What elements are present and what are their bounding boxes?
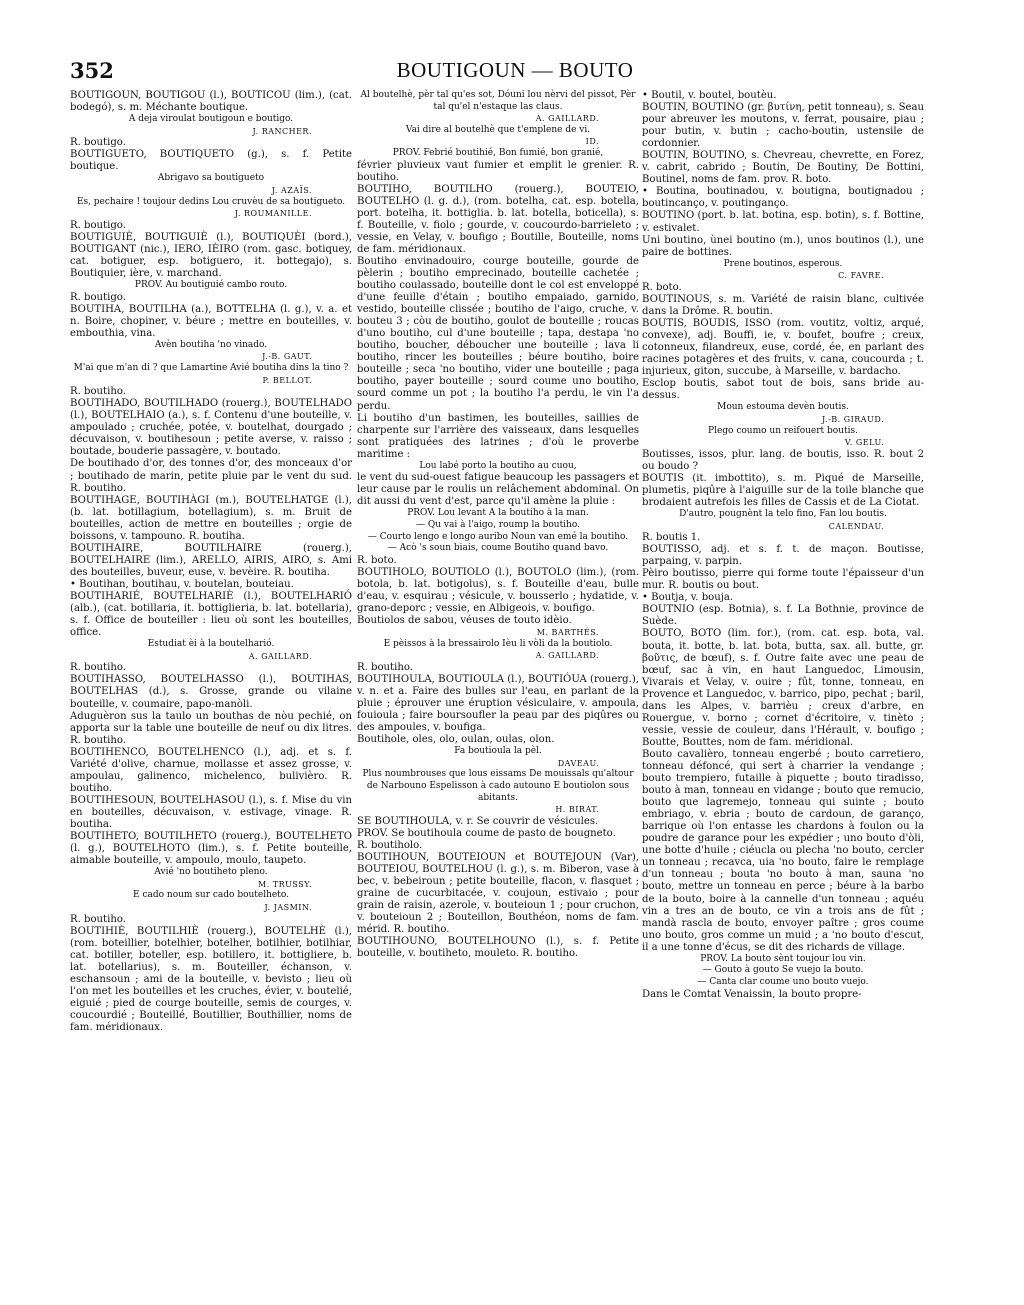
entry-paragraph: BOUTIHAGE, BOUTIHÀGI (m.), BOUTELHATGE (l.), (b. lat. botillagium, botellagium), s. m. Bruit de bouteilles, action de mettre en bouteilles ; orgie de boissons, v. tampouno. R. boutiha. <box>70 494 352 542</box>
entry-paragraph: le vent du sud-ouest fatigue beaucoup les passagers et leur cause par le roulis un relâchement abdominal. On dit aussi du vent d'est, parce qu'il amène la pluie : <box>357 472 639 508</box>
entry-paragraph: R. boutigo. <box>70 291 126 303</box>
quotation: — Gouto à gouto Se vuejo la bouto. <box>702 965 864 976</box>
proverb: PROV. Febrié boutihié, Bon fumié, bon granié, <box>392 147 604 158</box>
running-head: BOUTIGOUN — BOUTO <box>396 58 634 82</box>
entry-paragraph: BOUTIHENCO, BOUTELHENCO (l.), adj. et s. f. Variété d'olive, charnue, mollasse et assez grosse, v. ampoulau, galinenco, michelenco, bulivièro. R. boutiho. <box>70 746 352 794</box>
entry-paragraph: BOUTIS (it. imbottito), s. m. Piqué de Marseille, plumetis, piqûre à l'aiguille sur de la toile blanche que brodaient autrefois les filles de Cassis et de La Ciotat. <box>642 472 924 508</box>
quotation: E pèissos à la bressairolo Ièu li vòli da la boutiolo. <box>383 638 613 649</box>
page-header <box>70 58 960 88</box>
quotation: — Canta clar coume uno bouto vuejo. <box>697 976 869 987</box>
entry-paragraph: BOUTIHAIRE, BOUTILHAIRE (rouerg.), BOUTELHAIRE (lim.), ARELLO, AIRIS, AIRO, s. Ami des bouteilles, buveur, euse, v. bevèire. R. boutiha. <box>70 542 352 578</box>
entry-paragraph: BOUTIN, BOUTINO (gr. βυτίνη, petit tonneau), s. Seau pour abreuver les moutons, v. ferrat, pousaire, piau ; pour butin, v. butin ; cacho-boutin, ustensile de cordonnier. <box>642 102 924 150</box>
entry-paragraph: Esclop boutis, sabot tout de bois, sans bride au-dessus. <box>642 378 924 402</box>
entry-paragraph: BOUTIGUIÈ, BOUTIGUIÈ (l.), BOUTIQUÈI (bord.), BOUTIGANT (nic.), IERO, IÈIRO (rom. gasc. botiquey, cat. botiguer, esp. botiguero, it. bottegajo), s. Boutiquier, ière, v. marchand. <box>70 231 352 279</box>
quotation: A deja viroulat boutigoun e boutigo. <box>128 114 294 125</box>
entry-paragraph: PROV. Se boutihoula coume de pasto de bougneto. <box>357 827 616 839</box>
quotation: Plus noumbrouses que lous eissams De mouissals qu'altour de Narbouno Espelisson à cado autouno E boutiolon sous abitants. <box>362 769 634 803</box>
entry-paragraph: Boutihole, oles, olo, oulan, oulas, olon. <box>357 734 555 746</box>
column-left <box>70 90 352 1034</box>
citation-author: H. BIRAT. <box>555 805 599 815</box>
entry-paragraph: BOUTIHESOUN, BOUTELHASOU (l.), s. f. Mise du vin en bouteilles, décuvaison, v. estivage, vinage. R. boutiha. <box>70 794 352 830</box>
citation-author: V. GELU. <box>844 438 884 448</box>
quotation: Avié 'no boutiheto pleno. <box>154 867 268 878</box>
proverb: PROV. La bouto sènt toujour lou vin. <box>700 953 866 964</box>
entry-paragraph: • Boutina, boutinadou, v. boutigna, boutignadou ; boutincanço, v. poutinganço. <box>642 186 924 210</box>
entry-paragraph: Boutiho envinadouiro, courge bouteille, gourde de pèlerin ; boutiho emprecinado, bouteille cachetée ; boutiho coulassado, bouteille dont le col est enveloppé d'une feuille d'étain ; boutiho empaiado, garnido, vestido, bouteille clissée ; boutiho de l'aigo, cruche, v. bouteu 3 ; còu de boutiho, goulot de bouteille ; roucas d'uno boutiho, cul d'une bouteille ; tapa, destapa 'no boutiho, boucher, déboucher une bouteille ; lava li boutiho, rincer les bouteilles ; béure boutiho, boire bouteille ; seca 'no boutiho, vider une bouteille ; paga boutiho, payer bouteille ; sourd coume uno boutiho, sourd comme un pot ; la boutiho l'a perdu, le vin l'a perdu. <box>357 255 639 412</box>
entry-paragraph: Boutiolos de sabou, véuses de touto idèio. <box>357 615 572 627</box>
page-number: 352 <box>70 58 114 83</box>
quotation: Fa boutioula la pèl. <box>454 746 542 757</box>
entry-paragraph: BOUTIHARIÉ, BOUTELHARIÈ (l.), BOUTELHARIÓ (alb.), (cat. botillaria, it. bottiglieria, b. lat. botellaria), s. f. Office de bouteiller : lieu où sont les bouteilles, office. <box>70 590 352 639</box>
citation-author: J. JASMIN. <box>264 902 312 912</box>
entry-paragraph: R. boto. <box>357 554 397 566</box>
entry-paragraph: février pluvieux vaut fumier et emplit le grenier. R. boutiho. <box>357 159 639 183</box>
citation-author: J. AZAÏS. <box>271 186 312 196</box>
entry-paragraph: Li boutiho d'un bastimen, les bouteilles, saillies de charpente sur l'arrière des vaisseaux, dans lesquelles sont pratiquées des latrines ; d'où le proverbe maritime : <box>357 412 639 460</box>
entry-paragraph: BOUTIHOULA, BOUTIOULA (l.), BOUTIÓUA (rouerg.), v. n. et a. Faire des bulles sur l'eau, en parlant de la pluie ; éprouver une éruption vésiculaire, v. ampoula, fouioula ; faire boursoufler la peau par des piqûres ou des ampoules, v. boufiga. <box>357 673 639 734</box>
citation-author: J.-B. GAUT. <box>262 352 312 362</box>
entry-paragraph: R. boutiholo. <box>357 839 423 851</box>
citation-author: P. BELLOT. <box>262 375 312 385</box>
entry-paragraph: BOUTIHOUNO, BOUTELHOUNO (l.), s. f. Petite bouteille, v. boutiheto, mouleto. R. boutiho. <box>357 936 639 960</box>
quotation: E cado noum sur cado boutelheto. <box>133 890 289 901</box>
entry-paragraph: Uni boutino, ùnei boutino (m.), unos boutinos (l.), une paire de bottines. <box>642 234 924 258</box>
quotation: Al boutelhè, pèr tal qu'es sot, Dóuni lou nèrvi del pissot, Pèr tal qu'el n'estaque las claus. <box>360 90 636 112</box>
entry-paragraph: BOUTIN, BOUTINO, s. Chevreau, chevrette, en Forez, v. cabrit, cabrido ; Boutin, De Boutiny, De Bottini, Boutinel, noms de fam. prov. R. boto. <box>642 150 924 186</box>
entry-paragraph: R. boutis 1. <box>642 532 701 544</box>
entry-paragraph: R. boutigo. <box>70 137 126 149</box>
citation-author: DAVEAU. <box>557 758 599 768</box>
citation-author: C. FAVRE. <box>838 271 884 281</box>
entry-paragraph: • Boutil, v. boutel, boutèu. <box>642 90 777 101</box>
quotation: — Courto lengo e longo auribo Noun van emé la boutiho. <box>367 531 629 542</box>
quotation: Estudiat èi à la boutelharió. <box>147 639 275 650</box>
entry-paragraph: BOUTIHOUN, BOUTEIOUN et BOUTEJOUN (Var), BOUTEIOU, BOUTELHOU (l. g.), s. m. Biberon, vase à bec, v. bebeiroun ; petite bouteille, flacon, v. flasquet ; graine de cucurbitacée, v. coujoun, estivaio ; pour grain de raisin, azerole, v. bouteioun 1 ; pour cruchon, v. bouteioun 2 ; Bouteillon, Bouthéon, noms de fam. mérid. R. boutiho. <box>357 851 639 936</box>
entry-paragraph: De boutihado d'or, des tonnes d'or, des monceaux d'or ; boutihado de marin, petite pluie par le vent du sud. R. boutiho. <box>70 458 352 494</box>
quotation: Prene boutinos, esperous. <box>723 258 843 269</box>
proverb: PROV. Au boutiguié cambo routo. <box>134 280 288 291</box>
entry-paragraph: BOUTIHETO, BOUTILHETO (rouerg.), BOUTELHETO (l. g.), BOUTELHOTO (lim.), s. f. Petite bouteille, aimable bouteille, v. ampoulo, moulo, taupeto. <box>70 831 352 867</box>
entry-paragraph: R. boto. <box>642 281 682 293</box>
quotation: — Acò 's soun biais, coume Boutiho quand bavo. <box>387 543 609 554</box>
citation-author: J. RANCHER. <box>252 126 312 136</box>
entry-paragraph: • Boutihan, boutihau, v. boutelan, bouteiau. <box>70 578 294 590</box>
entry-paragraph: BOUTIGUETO, BOUTIQUETO (g.), s. f. Petite boutique. <box>70 149 352 173</box>
entry-paragraph: R. boutiho. <box>70 386 126 398</box>
entry-paragraph: BOUTNIO (esp. Botnia), s. f. La Bothnie, province de Suède. <box>642 604 924 628</box>
proverb: PROV. Lou levant A la boutiho à la man. <box>407 508 589 519</box>
entry-paragraph: BOUTINOUS, s. m. Variété de raisin blanc, cultivée dans la Drôme. R. boutin. <box>642 293 924 317</box>
entry-paragraph: Aduguèron sus la taulo un bouthas de nòu pechié, on apporta sur la table une bouteille de neuf ou dix litres. R. boutiho. <box>70 710 352 746</box>
quotation: Avèn boutiha 'no vinado. <box>154 339 268 350</box>
quotation: — Qu vai à l'aigo, roump la boutiho. <box>416 520 580 531</box>
citation-author: A. GAILLARD. <box>248 651 312 661</box>
quotation: Moun estouma devèn boutis. <box>717 402 849 413</box>
entry-paragraph: BOUTISSO, adj. et s. f. t. de maçon. Boutisse, parpaing, v. parpin. <box>642 544 924 568</box>
citation-author: M. BARTHÉS. <box>536 628 599 638</box>
entry-paragraph: BOUTIHO, BOUTILHO (rouerg.), BOUTEIO, BOUTELHO (l. g. d.), (rom. botelha, cat. esp. botella, port. botelha, it. bottiglia. b. lat. botella, boticella), s. f. Bouteille, v. fiolo ; gourde, v. coucourdo-barrieleto ; vessie, en Velay, v. boufigo ; Boutille, Bouteille, noms de fam. méridionaux. <box>357 183 639 255</box>
entry-paragraph: BOUTINO (port. b. lat. botina, esp. botin), s. f. Bottine, v. estivalet. <box>642 210 924 234</box>
column-middle <box>357 90 639 960</box>
citation-author: A. GAILLARD. <box>535 114 599 124</box>
quotation: M'ai que m'an di ? que Lamartine Avié boutiha dins la tino ? <box>73 363 349 373</box>
citation-author: M. TRUSSY. <box>258 879 312 889</box>
entry-paragraph: BOUTIHOLO, BOUTIOLO (l.), BOUTOLO (lim.), (rom. botola, b. lat. botigolus), s. f. Bouteille d'eau, bulle d'eau, v. esquirau ; vésicule, v. bousserlo ; hydatide, v. grano-deporc ; vessie, en Albigeois, v. boufigo. <box>357 566 639 615</box>
entry-paragraph: • Boutja, v. bouja. <box>642 592 734 604</box>
entry-paragraph: BOUTIHIÈ, BOUTILHIÈ (rouerg.), BOUTELHÈ (l.), (rom. boteillier, botelhier, botelher, botilhier, botilhiar, cat. botiller, boteller, esp. botillero, it. bottigliere, b. lat. botellarius), s. m. Bouteiller, échanson, v. eschansoun ; ami de la bouteille, v. bevisto ; lieu où l'on met les bouteilles et les cruches, évier, v. boutelié, eiguié ; pied de courge bouteille, semis de courges, v. coucourdié ; Bouteillé, Boutillier, Bouthillier, noms de fam. méridionaux. <box>70 925 352 1033</box>
quotation: Abrigavo sa boutigueto <box>157 173 265 184</box>
entry-paragraph: BOUTIS, BOUDIS, ISSO (rom. voutitz, voltiz, arqué, convexe), adj. Bouffi, ie, v. boufet, boufre ; creux, cotonneux, filandreux, euse, cordé, ée, en parlant des racines potagères et des fruits, v. cana, coucourda ; t. injurieux, giton, succube, à Marseille, v. bardacho. <box>642 317 924 378</box>
quotation: Vai dire al boutelhè que t'emplene de vi. <box>405 124 591 135</box>
entry-paragraph: R. boutiho. <box>357 661 413 673</box>
quotation: Es, pechaire ! toujour dedins Lou cruvèu de sa boutigueto. <box>76 196 346 207</box>
citation-author: J. ROUMANILLE. <box>234 209 312 219</box>
quotation: Plego coumo un reifouert boutis. <box>708 425 858 436</box>
entry-paragraph: Bouto cavalièro, tonneau engerbé ; bouto carretiero, tonneau défoncé, qui sert à charrier la vendange ; bouto trempiero, futaille à piquette ; bouto tiradisso, bouto à man, tonneau en vidange ; bouto que remucio, bouto que lagremejo, tonneau qui suinte ; bouto embriago, v. ebria ; bouto de cardoun, de garanço, barrique où l'on entasse les chardons à foulon ou la poudre de garance pour les expédier ; uno bouto d'òli, une botte d'huile ; ciéucla ou plecha 'no bouto, cercler un tonneau ; recavca, uia 'no bouto, faire le remplage d'un tonneau ; bouta 'no bouto à man, sauna 'no bouto, mettre un tonneau en perce ; béure à la barbo de la bouto, boire à la cannelle d'un tonneau ; aquéu vin a tres an de bouto, ce vin a trois ans de fût ; mandà rascla de bouto, envoyer paître ; gros coume uno bouto, gros comme un muid ; a 'no bouto d'escut, il a une tonne d'écus, se dit des richards de village. <box>642 748 924 953</box>
entry-paragraph: Dans le Comtat Venaissin, la bouto propre- <box>642 988 862 1000</box>
citation-author: J.-B. GIRAUD. <box>821 414 884 424</box>
entry-paragraph: BOUTO, BOTO (lim. for.), (rom. cat. esp. bota, val. bouta, it. botte, b. lat. bota, butta, sax. all. butte, gr. βοῦτις, de bœuf), s. f. Outre faite avec une peau de bœuf, sac à vin, en haut Languedoc, Limousin, Vivarais et Velay, v. ouire ; fût, tonne, tonneau, en Provence et Languedoc, v. barrico, pipo, pechat ; baril, dans les Alpes, v. barrièu ; creux d'arbre, en Rouergue, v. borno ; cornet d'écritoire, v. tinèto ; vessie, vessie de couleur, dans l'Hérault, v. boufigo ; Boutte, Bouttes, nom de fam. méridional. <box>642 628 924 748</box>
entry-paragraph: R. boutiho. <box>70 913 126 925</box>
citation-author: A. GAILLARD. <box>535 651 599 661</box>
entry-paragraph: Pèiro boutisso, pierre qui forme toute l'épaisseur d'un mur. R. boutis ou bout. <box>642 568 924 592</box>
entry-paragraph: R. boutigo. <box>70 219 126 231</box>
entry-paragraph: Boutisses, issos, plur. lang. de boutis, isso. R. bout 2 ou boudo ? <box>642 448 924 472</box>
citation-author: ID. <box>585 137 599 147</box>
entry-paragraph: BOUTIHA, BOUTILHA (a.), BOTTELHA (l. g.), v. a. et n. Boire, chopiner, v. béure ; mettre en bouteilles, v. embouthia, vina. <box>70 303 352 339</box>
quotation: Lou labé porto la boutiho au cuou, <box>419 460 577 471</box>
entry-paragraph: BOUTIHADO, BOUTILHADO (rouerg.), BOUTELHADO (l.), BOUTELHAIO (a.), s. f. Contenu d'une bouteille, v. ampoulado ; cruchée, potée, v. boutelhat, dourgado ; décuvaison, v. boutihesoun ; petite averse, v. raisso ; boutade, bouderie passagère, v. boutado. <box>70 398 352 458</box>
entry-paragraph: SE BOUTIHOULA, v. r. Se couvrir de vésicules. <box>357 815 599 827</box>
column-right <box>642 90 924 1001</box>
entry-paragraph: BOUTIGOUN, BOUTIGOU (l.), BOUTICOU (lim.), (cat. bodegó), s. m. Méchante boutique. <box>70 90 352 114</box>
citation-author: CALENDAU. <box>828 521 884 531</box>
entry-paragraph: R. boutiho. <box>70 662 126 674</box>
entry-paragraph: BOUTIHASSO, BOUTELHASSO (l.), BOUTIHAS, BOUTELHAS (d.), s. Grosse, grande ou vilaine bouteille, v. coumaire, papo-manòli. <box>70 674 352 710</box>
quotation: D'autro, pougnènt la telo fino, Fan lou boutis. <box>679 508 887 519</box>
